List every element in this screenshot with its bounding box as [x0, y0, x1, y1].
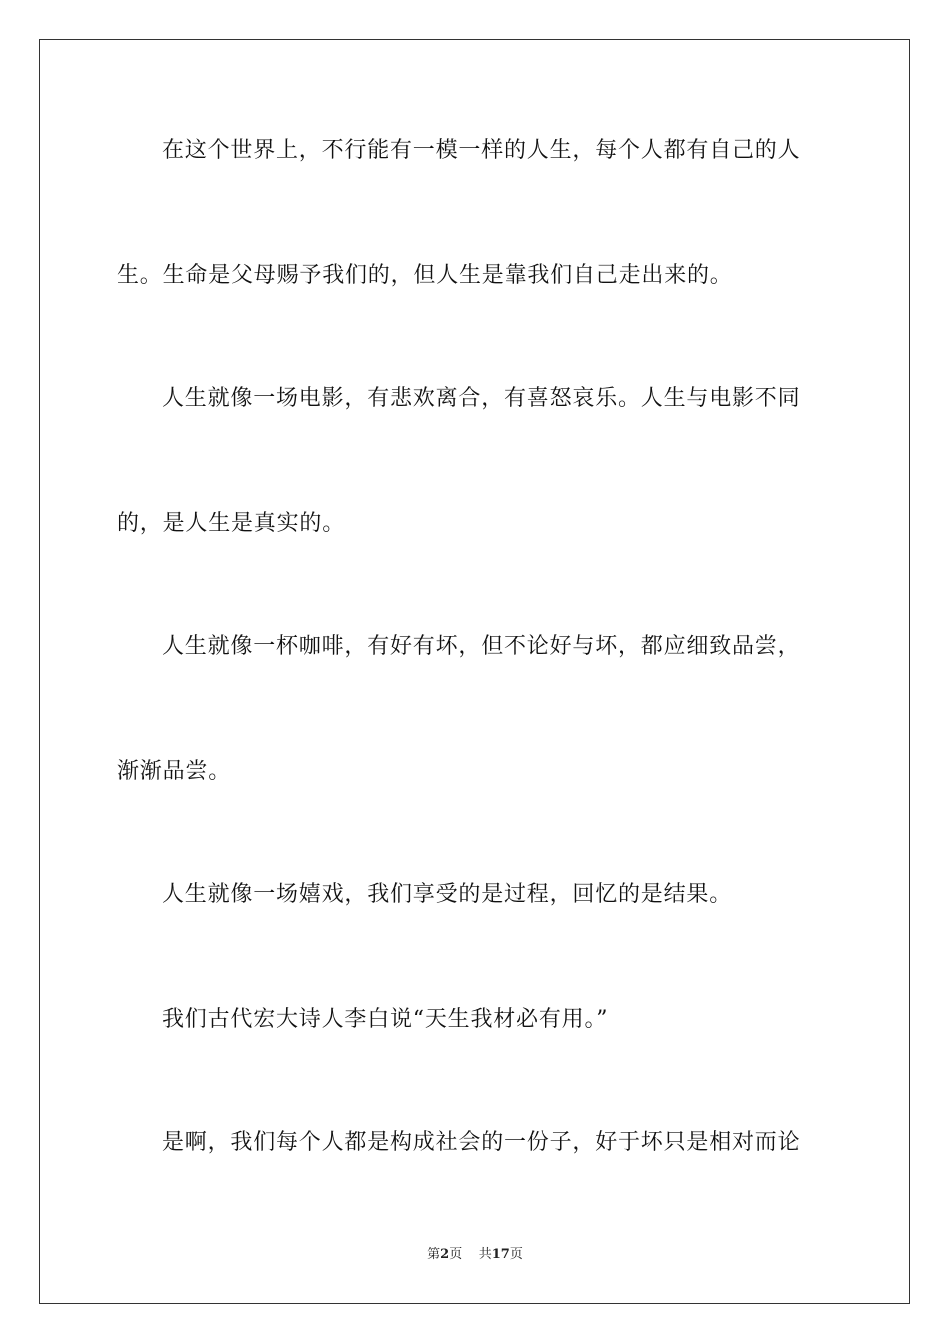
- total-prefix: 共: [478, 1247, 492, 1262]
- page-prefix: 第: [427, 1247, 441, 1262]
- paragraph-line: 人生就像一场嬉戏，我们享受的是过程，回忆的是结果。: [162, 882, 733, 907]
- paragraph-line: 是啊，我们每个人都是构成社会的一份子，好于坏只是相对而论: [162, 1130, 801, 1155]
- paragraph-line: 人生就像一场电影，有悲欢离合，有喜怒哀乐。人生与电影不同: [162, 386, 801, 411]
- page-number: 2: [440, 1247, 450, 1262]
- paragraph-line: 我们古代宏大诗人李白说“天生我材必有用。”: [162, 1007, 609, 1032]
- total-suffix: 页: [509, 1247, 523, 1262]
- paragraph-line: 渐渐品尝。: [117, 759, 232, 784]
- paragraph-line: 人生就像一杯咖啡，有好有坏，但不论好与坏，都应细致品尝，: [162, 634, 801, 659]
- paragraph-line: 生。生命是父母赐予我们的，但人生是靠我们自己走出来的。: [117, 263, 733, 288]
- page-border: [39, 39, 910, 1304]
- total-pages: 17: [491, 1247, 510, 1262]
- page-suffix: 页: [449, 1247, 463, 1262]
- paragraph-line: 在这个世界上，不行能有一模一样的人生，每个人都有自己的人: [162, 138, 801, 163]
- paragraph-line: 的，是人生是真实的。: [117, 511, 346, 536]
- page-footer: [0, 1246, 950, 1264]
